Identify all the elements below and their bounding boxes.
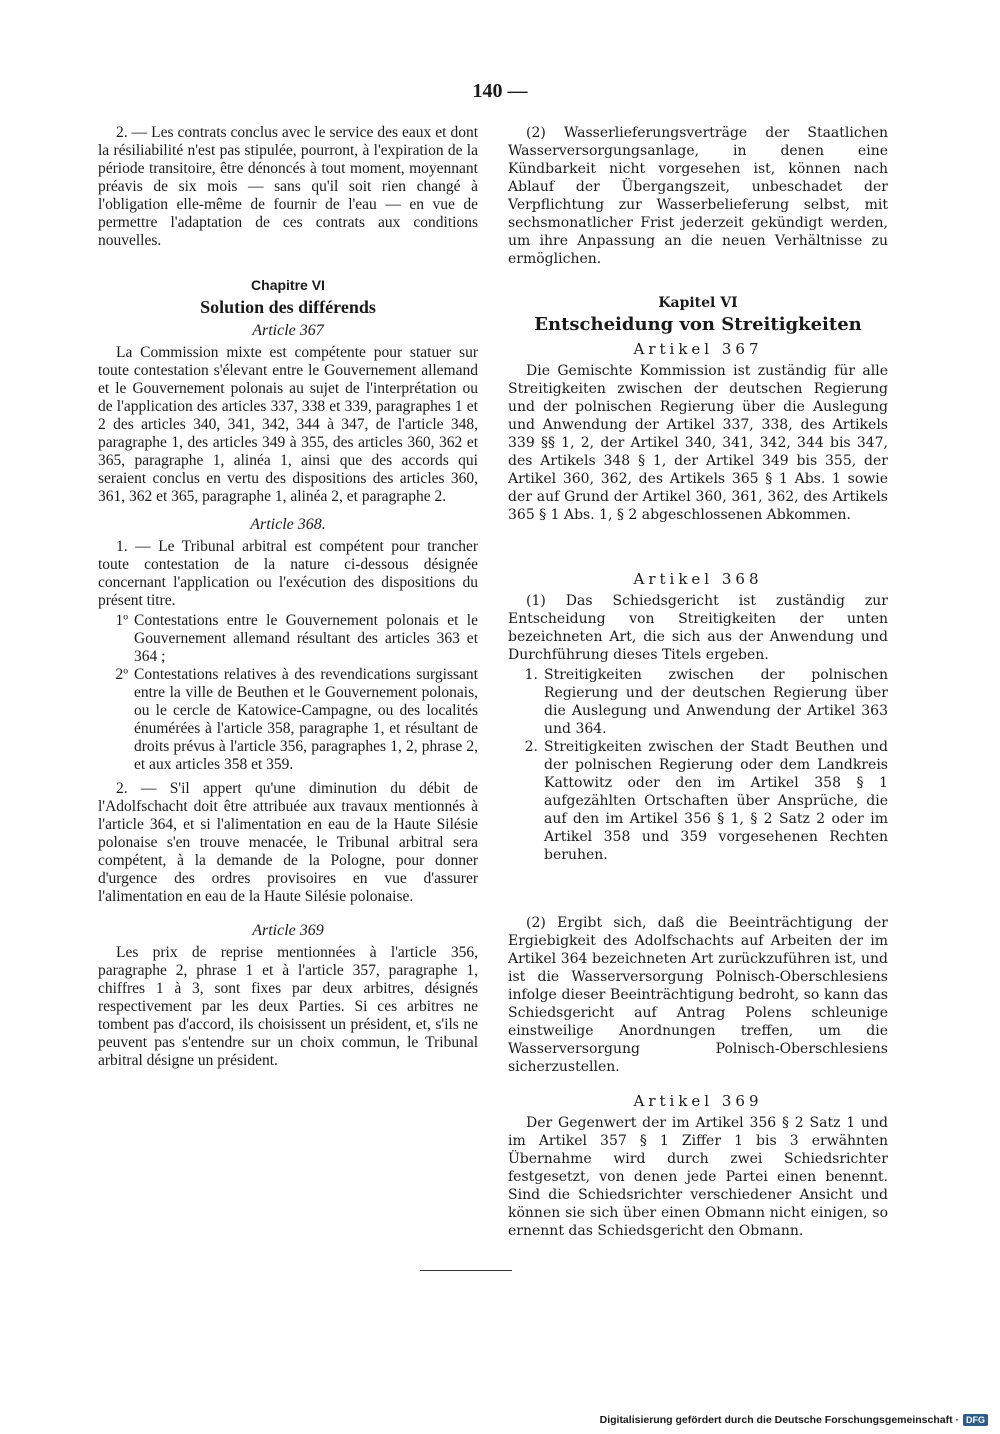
french-article-367-title: Article 367 [252, 322, 324, 339]
german-article-369-title: Artikel 369 [633, 1092, 763, 1110]
german-article-367-title: Artikel 367 [633, 340, 763, 358]
french-article-368-para1: 1. — Le Tribunal arbitral est compétent pour trancher toute contestation de la nature ci-dessous désignée concernant l'application ou l'exécution des dispositions du présent titre. [98, 538, 478, 609]
list-item-text: Contestations entre le Gouvernement polonais et le Gouvernement allemand résultant des articles 363 et 364 ; [134, 612, 478, 665]
german-chapter-label: Kapitel VI [658, 295, 738, 311]
french-article-368-list [98, 612, 478, 774]
list-item-number: 1. [524, 667, 538, 683]
german-column [508, 124, 888, 1240]
french-article-368-title: Article 368. [250, 516, 326, 533]
list-item-number: 1º [115, 612, 128, 629]
german-article-369-text: Der Gegenwert der im Artikel 356 § 2 Satz 1 und im Artikel 357 § 1 Ziffer 1 bis 3 erwähnten Übernahme wird durch zwei Schiedsrichter festgesetzt, von denen jede Partei einen benennt. Sind die Schiedsrichter verschiedener Ansicht und können sie sich über einen Obmann nicht einigen, so ernennt das Schiedsgericht den Obmann. [508, 1115, 888, 1239]
list-item [508, 666, 888, 738]
list-item-text: Streitigkeiten zwischen der polnischen Regierung und der deutschen Regierung über die Auslegung und Anwendung der Artikel 363 und 364. [544, 667, 888, 737]
list-item-text: Contestations relatives à des revendications surgissant entre la ville de Beuthen et le Gouvernement polonais, ou le cercle de Katowice-Campagne, ou des localités énumérées à l'article 358, paragraphe 1, et résultant de droits prévus à l'article 356, paragraphes 1, 2, phrase 2, et aux articles 358 et 359. [134, 666, 478, 773]
list-item-number: 2. [524, 739, 538, 755]
list-item-text: Streitigkeiten zwischen der Stadt Beuthen und der polnischen Regierung oder dem Landkreis Kattowitz oder den im Artikel 358 § 1 aufgezählten Ortschaften über Ansprüche, die auf den im Artikel 356 § 1, § 2 Satz 2 oder im Artikel 358 und 359 vorgesehenen Rechten beruhen. [544, 739, 888, 863]
dfg-logo-icon: DFG [963, 1414, 988, 1426]
list-item [98, 612, 478, 666]
french-article-367-text: La Commission mixte est compétente pour statuer sur toute contestation s'élevant entre le Gouvernement allemand et le Gouvernement polonais au sujet de l'interprétation ou de l'application des articles 337, 338 et 339, paragraphes 1 et 2 des articles 340, 341, 342, 344 à 347, de l'article 348, paragraphe 1, des articles 349 à 355, des articles 360, 362 et 365, paragraphe 1, alinéa 1, ainsi que des accords qui seraient conclus en vertu des dispositions des articles 360, 361, 362 et 365, paragraphe 1, alinéa 2, et paragraphe 2. [98, 344, 478, 505]
french-chapter-label: Chapitre VI [251, 277, 325, 293]
french-column [98, 124, 478, 1070]
french-article-369-text: Les prix de reprise mentionnées à l'article 356, paragraphe 2, phrase 1 et à l'article 357, paragraphe 1, chiffres 1 à 3, sont fixes par deux arbitres, désignés respectivement par les deux Parties. Si ces arbitres ne tombent pas d'accord, ils choisissent un président, et, s'ils ne peuvent pas s'entendre sur un choix commun, le Tribunal arbitral désigne un président. [98, 944, 478, 1069]
list-item [98, 666, 478, 774]
digitization-credit [600, 1414, 988, 1426]
german-article-367-text: Die Gemischte Kommission ist zuständig für alle Streitigkeiten zwischen der deutschen Regierung und der polnischen Regierung über die Auslegung und Anwendung der Artikel 337, 338, des Artikels 339 §§ 1, 2, der Artikel 340, 341, 342, 344 bis 347, des Artikels 348 § 1, der Artikel 349 bis 355, der Artikel 360, 362, des Artikels 365 § 1 Abs. 1 sowie der auf Grund der Artikel 360, 361, 362, des Artikels 365 § 1 Abs. 1, § 2 abgeschlossenen Abkommen. [508, 363, 888, 523]
credit-text: Digitalisierung gefördert durch die Deutsche Forschungsgemeinschaft · [599, 1414, 959, 1426]
closing-rule [420, 1270, 512, 1271]
german-article-368-title: Artikel 368 [633, 570, 763, 588]
german-intro-paragraph: (2) Wasserlieferungsverträge der Staatlichen Wasserversorgungsanlage, in denen eine Kündbarkeit nicht vorgesehen ist, können nach Ablauf der Übergangszeit, unbeschadet der Verpflichtung zur Wasserbelieferung selbst, mit sechsmonatlicher Frist jederzeit gekündigt werden, um ihre Anpassung an die neuen Verhältnisse zu ermöglichen. [508, 125, 888, 267]
german-article-368-para1: (1) Das Schiedsgericht ist zuständig zur Entscheidung von Streitigkeiten der unten bezeichneten Art, die sich aus der Anwendung und Durchführung dieses Titels ergeben. [508, 593, 888, 663]
french-article-368-para2: 2. — S'il appert qu'une diminution du débit de l'Adolfschacht doit être attribuée aux travaux mentionnés à l'article 364, et si l'alimentation en eau de la Haute Silésie polonaise s'en trouve menacée, le Tribunal arbitral sera compétent, à la demande de la Pologne, pour donner d'urgence des ordres provisoires en vue d'assurer l'alimentation en eau de la Haute Silésie polonaise. [98, 780, 478, 905]
page-number: 140 — [472, 80, 528, 102]
german-article-368-para2: (2) Ergibt sich, daß die Beeinträchtigung der Ergiebigkeit des Adolfschachts auf Arbeiten der im Artikel 364 bezeichneten Art zurückzuführen ist, und ist die Wasserversorgung Polnisch-Oberschlesiens infolge dieser Beeinträchtigung bedroht, so kann das Schiedsgericht auf Antrag Polens schleunige einstweilige Anordnungen treffen, um die Wasserversorgung Polnisch-Oberschlesiens sicherzustellen. [508, 915, 888, 1075]
french-intro-paragraph: 2. — Les contrats conclus avec le service des eaux et dont la résiliabilité n'est pas stipulée, pourront, à l'expiration de la période transitoire, être dénoncés à tout moment, moyennant préavis de six mois — sans qu'il soit rien changé à l'obligation elle-même de fournir de l'eau — en vue de permettre l'adaptation de ces contrats aux conditions nouvelles. [98, 124, 478, 249]
list-item [508, 738, 888, 864]
list-item-number: 2º [115, 666, 128, 683]
german-article-368-list [508, 666, 888, 864]
french-chapter-title: Solution des différends [200, 297, 376, 317]
french-article-369-title: Article 369 [252, 922, 324, 939]
german-chapter-title: Entscheidung von Streitigkeiten [534, 314, 862, 335]
